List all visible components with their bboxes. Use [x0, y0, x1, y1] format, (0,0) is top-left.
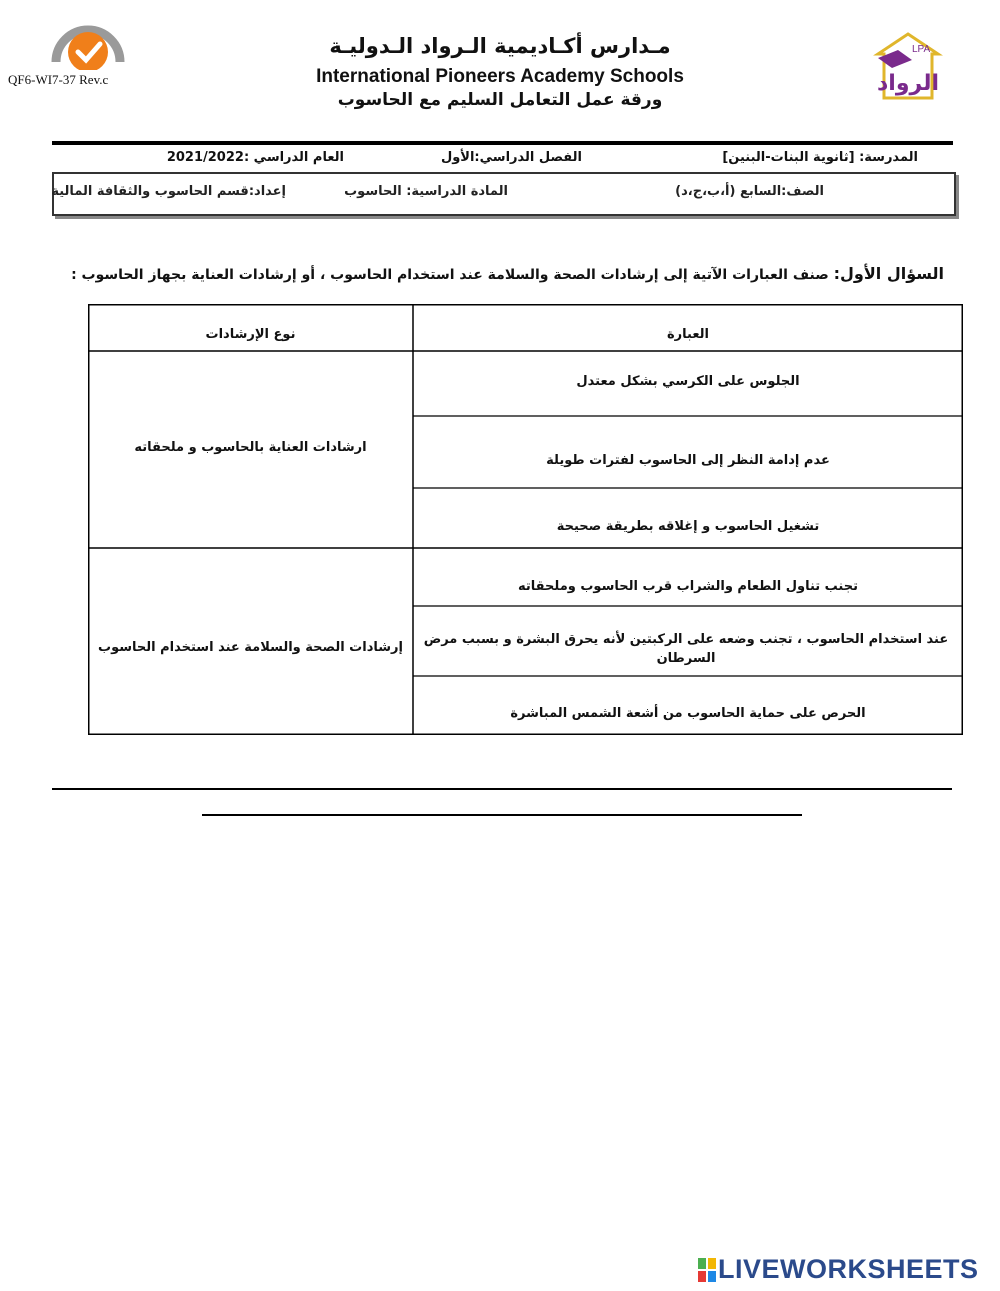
- grade-field: الصف:السابع (أ،ب،ج،د): [675, 184, 824, 199]
- statement-3: تشغيل الحاسوب و إغلاقه بطريقة صحيحة: [556, 519, 820, 534]
- semester-field: الفصل الدراسي:الأول: [440, 150, 582, 165]
- header-statement: العبارة: [666, 327, 710, 342]
- question-text: صنف العبارات الآتية إلى إرشادات الصحة والسلامة عند استخدام الحاسوب ، أو إرشادات العناية بجهاز الحاسوب :: [71, 267, 834, 283]
- year-field: العام الدراسي :2021/2022: [166, 150, 344, 165]
- school-logo-icon: [868, 28, 948, 106]
- answer-care: ارشادات العناية بالحاسوب و ملحقاته: [134, 440, 367, 455]
- statement-6: الحرص على حماية الحاسوب من أشعة الشمس المباشرة: [510, 706, 866, 721]
- school-logo-letters: LPA: [912, 44, 931, 55]
- statement-2: عدم إدامة النظر إلى الحاسوب لفترات طويلة: [546, 453, 830, 468]
- statement-1: الجلوس على الكرسي بشكل معتدل: [576, 374, 800, 389]
- statement-4: تجنب تناول الطعام والشراب قرب الحاسوب وملحقاته: [518, 579, 858, 594]
- question-one: [71, 264, 944, 283]
- bottom-rule-long: [52, 788, 952, 790]
- liveworksheets-logo-icon: [698, 1258, 716, 1282]
- bottom-rule-short: [202, 814, 802, 816]
- statement-5: عند استخدام الحاسوب ، تجنب وضعه على الركبتين لأنه يحرق البشرة و بسبب مرض السرطان: [423, 632, 949, 666]
- school-name-english: International Pioneers Academy Schools: [316, 66, 684, 87]
- header-rule: [52, 141, 953, 145]
- form-code: QF6-WI7-37 Rev.c: [8, 72, 109, 87]
- header-type: نوع الإرشادات: [205, 327, 296, 342]
- liveworksheets-brand: LIVEWORKSHEETS: [718, 1254, 979, 1284]
- answer-safety: إرشادات الصحة والسلامة عند استخدام الحاسوب: [98, 640, 403, 655]
- worksheet-title: ورقة عمل التعامل السليم مع الحاسوب: [337, 90, 663, 110]
- school-field: المدرسة: [ثانوية البنات-البنين]: [722, 150, 918, 165]
- subject-field: المادة الدراسية: الحاسوب: [344, 184, 508, 199]
- question-label: السؤال الأول:: [833, 264, 944, 283]
- school-name-arabic: مـدارس أكـاديمية الـرواد الـدوليـة: [329, 34, 671, 58]
- prepared-by-field: إعداد:قسم الحاسوب والثقافة المالية: [51, 184, 286, 199]
- school-logo-word: الرواد: [877, 71, 939, 96]
- certification-logo-icon: [48, 18, 128, 70]
